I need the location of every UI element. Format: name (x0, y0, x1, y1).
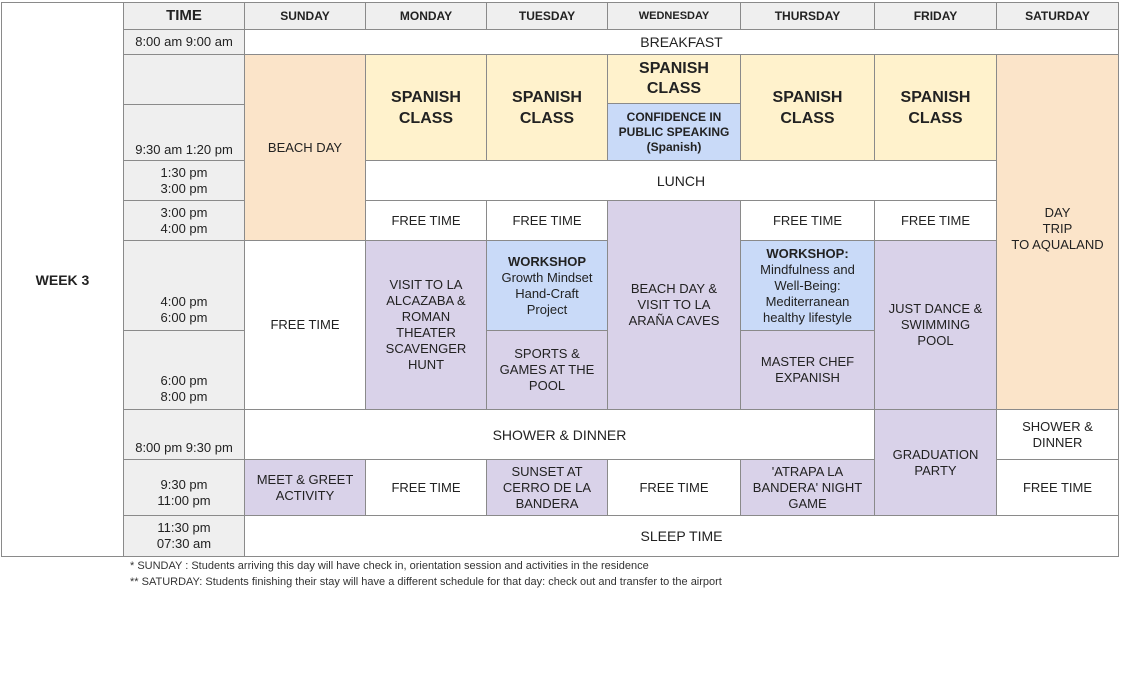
free-time-wednesday-night: FREE TIME (608, 460, 741, 516)
sunset-cerro: SUNSET AT CERRO DE LA BANDERA (487, 460, 608, 516)
free-time-monday-night: FREE TIME (366, 460, 487, 516)
time-evening-1: 4:00 pm 6:00 pm (124, 241, 245, 331)
workshop-mind-title: WORKSHOP: (766, 245, 849, 261)
header-tuesday: TUESDAY (487, 2, 608, 30)
workshop-growth-body: Growth Mindset Hand-Craft Project (501, 269, 593, 317)
beach-day-arana-caves: BEACH DAY & VISIT TO LA ARAÑA CAVES (608, 201, 741, 410)
header-friday: FRIDAY (875, 2, 997, 30)
free-time-monday: FREE TIME (366, 201, 487, 241)
header-saturday: SATURDAY (997, 2, 1119, 30)
spanish-class-friday: SPANISH CLASS (875, 55, 997, 161)
breakfast-cell: BREAKFAST (245, 30, 1119, 55)
lunch-cell: LUNCH (366, 161, 997, 201)
workshop-mindfulness (741, 241, 875, 331)
master-chef: MASTER CHEF EXPANISH (741, 331, 875, 410)
day-trip-aqualand: DAY TRIP TO AQUALAND (997, 55, 1119, 410)
time-afternoon: 3:00 pm 4:00 pm (124, 201, 245, 241)
spanish-class-wednesday: SPANISH CLASS (608, 55, 741, 104)
spanish-class-tuesday: SPANISH CLASS (487, 55, 608, 161)
header-monday: MONDAY (366, 2, 487, 30)
time-night: 9:30 pm 11:00 pm (124, 460, 245, 516)
time-dinner: 8:00 pm 9:30 pm (124, 410, 245, 460)
time-morning-blank (124, 55, 245, 105)
just-dance-pool: JUST DANCE & SWIMMING POOL (875, 241, 997, 410)
header-wednesday: WEDNESDAY (608, 2, 741, 30)
footnote-sunday: * SUNDAY : Students arriving this day will have check in, orientation session and activities in the residence (130, 560, 649, 572)
free-time-tuesday: FREE TIME (487, 201, 608, 241)
alcazaba-visit: VISIT TO LA ALCAZABA & ROMAN THEATER SCAVENGER HUNT (366, 241, 487, 410)
graduation-party: GRADUATION PARTY (875, 410, 997, 516)
shower-dinner-saturday: SHOWER & DINNER (997, 410, 1119, 460)
spanish-class-thursday: SPANISH CLASS (741, 55, 875, 161)
sleep-time: SLEEP TIME (245, 516, 1119, 557)
header-time: TIME (124, 2, 245, 30)
time-sleep: 11:30 pm 07:30 am (124, 516, 245, 557)
header-sunday: SUNDAY (245, 2, 366, 30)
free-time-friday: FREE TIME (875, 201, 997, 241)
spanish-class-monday: SPANISH CLASS (366, 55, 487, 161)
free-time-sunday: FREE TIME (245, 241, 366, 410)
free-time-thursday: FREE TIME (741, 201, 875, 241)
header-thursday: THURSDAY (741, 2, 875, 30)
workshop-mind-body: Mindfulness and Well-Being: Mediterranean healthy lifestyle (760, 261, 855, 325)
time-breakfast: 8:00 am 9:00 am (124, 30, 245, 55)
time-lunch: 1:30 pm 3:00 pm (124, 161, 245, 201)
free-time-saturday-night: FREE TIME (997, 460, 1119, 516)
time-evening-2: 6:00 pm 8:00 pm (124, 331, 245, 410)
atrapa-bandera: 'ATRAPA LA BANDERA' NIGHT GAME (741, 460, 875, 516)
time-morning: 9:30 am 1:20 pm (124, 105, 245, 161)
confidence-public-speaking: CONFIDENCE IN PUBLIC SPEAKING (Spanish) (608, 104, 741, 161)
meet-greet: MEET & GREET ACTIVITY (245, 460, 366, 516)
workshop-growth-title: WORKSHOP (508, 253, 586, 269)
shower-dinner: SHOWER & DINNER (245, 410, 875, 460)
workshop-growth-mindset (487, 241, 608, 331)
sports-games-pool: SPORTS & GAMES AT THE POOL (487, 331, 608, 410)
footnote-saturday: ** SATURDAY: Students finishing their stay will have a different schedule for that day: check out and transfer to the airport (130, 576, 722, 588)
beach-day-cell: BEACH DAY (245, 55, 366, 241)
week-label: WEEK 3 (1, 2, 124, 557)
